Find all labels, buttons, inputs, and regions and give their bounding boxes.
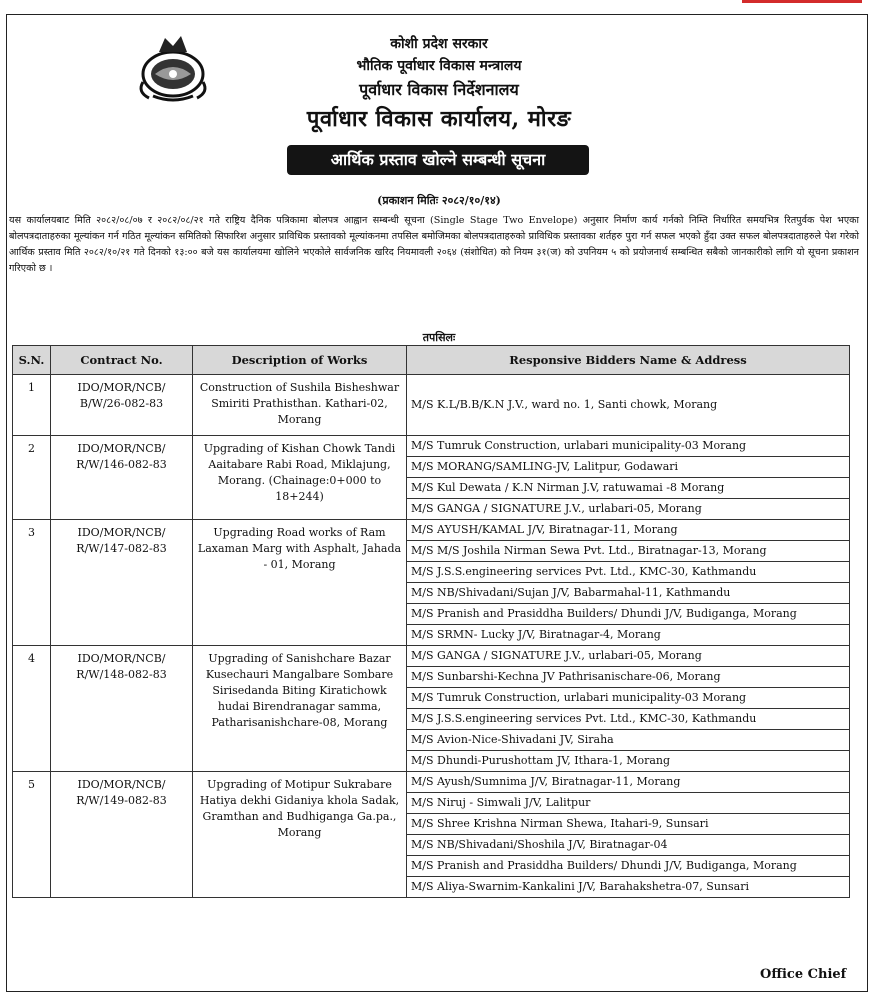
publication-date: (प्रकाशन मितिः २०८२/१०/१४) (377, 194, 501, 207)
bidder-cell: M/S M/S Joshila Nirman Sewa Pvt. Ltd., Biratnagar-13, Morang (407, 541, 850, 562)
table-row (13, 375, 850, 436)
bidder-cell: M/S Aliya-Swarnim-Kankalini J/V, Barahakshetra-07, Sunsari (407, 877, 850, 898)
bidder-cell: M/S K.L/B.B/K.N J.V., ward no. 1, Santi chowk, Morang (407, 375, 850, 436)
bidder-cell: M/S Kul Dewata / K.N Nirman J.V, ratuwamai -8 Morang (407, 478, 850, 499)
bidder-cell: M/S Sunbarshi-Kechna JV Pathrisanischare-06, Morang (407, 667, 850, 688)
govt-name: कोशी प्रदेश सरकार (390, 36, 488, 52)
bidder-cell: M/S NB/Shivadani/Sujan J/V, Babarmahal-11, Kathmandu (407, 583, 850, 604)
header-bidders: Responsive Bidders Name & Address (407, 346, 850, 375)
row-description: Upgrading Road works of Ram Laxaman Marg with Asphalt, Jahada - 01, Morang (193, 520, 407, 646)
row-description: Upgrading of Sanishchare Bazar Kusechauri Mangalbare Sombare Sirisedanda Biting Kiratichowk hudai Birendranagar samma, Patharisanishchare-08, Morang (193, 646, 407, 772)
bidder-cell: M/S Niruj - Simwali J/V, Lalitpur (407, 793, 850, 814)
table-row (13, 520, 850, 541)
header-description: Description of Works (193, 346, 407, 375)
bidder-cell: M/S J.S.S.engineering services Pvt. Ltd., KMC-30, Kathmandu (407, 562, 850, 583)
table-row (13, 772, 850, 793)
bidder-cell: M/S Dhundi-Purushottam JV, Ithara-1, Morang (407, 751, 850, 772)
office-chief-signature: Office Chief (760, 967, 847, 982)
row-contract-no: IDO/MOR/NCB/ R/W/146-082-83 (51, 436, 193, 520)
notice-title-banner: आर्थिक प्रस्ताव खोल्ने सम्बन्धी सूचना (287, 145, 589, 175)
bidder-cell: M/S GANGA / SIGNATURE J.V., urlabari-05, Morang (407, 646, 850, 667)
row-contract-no: IDO/MOR/NCB/ R/W/149-082-83 (51, 772, 193, 898)
office-name: पूर्वाधार विकास कार्यालय, मोरङ (306, 106, 572, 132)
row-sn: 1 (13, 375, 51, 436)
table-row (13, 646, 850, 667)
row-description: Upgrading of Kishan Chowk Tandi Aaitabare Rabi Road, Miklajung, Morang. (Chainage:0+000 to 18+244) (193, 436, 407, 520)
row-description: Construction of Sushila Bisheshwar Smiriti Prathisthan. Kathari-02, Morang (193, 375, 407, 436)
row-sn: 4 (13, 646, 51, 772)
row-description: Upgrading of Motipur Sukrabare Hatiya dekhi Gidaniya khola Sadak, Gramthan and Budhiganga Ga.pa., Morang (193, 772, 407, 898)
row-contract-no: IDO/MOR/NCB/ R/W/148-082-83 (51, 646, 193, 772)
table-row (13, 436, 850, 457)
bidder-cell: M/S GANGA / SIGNATURE J.V., urlabari-05, Morang (407, 499, 850, 520)
table-header-row (13, 346, 850, 375)
row-contract-no: IDO/MOR/NCB/ B/W/26-082-83 (51, 375, 193, 436)
header-contract-no: Contract No. (51, 346, 193, 375)
bidder-cell: M/S Avion-Nice-Shivadani JV, Siraha (407, 730, 850, 751)
bidder-cell: M/S Pranish and Prasiddha Builders/ Dhundi J/V, Budiganga, Morang (407, 604, 850, 625)
row-contract-no: IDO/MOR/NCB/ R/W/147-082-83 (51, 520, 193, 646)
ministry-name: भौतिक पूर्वाधार विकास मन्त्रालय (356, 58, 522, 74)
row-sn: 3 (13, 520, 51, 646)
bidder-cell: M/S SRMN- Lucky J/V, Biratnagar-4, Morang (407, 625, 850, 646)
bidder-cell: M/S Pranish and Prasiddha Builders/ Dhundi J/V, Budiganga, Morang (407, 856, 850, 877)
bidder-cell: M/S Ayush/Sumnima J/V, Biratnagar-11, Morang (407, 772, 850, 793)
row-sn: 2 (13, 436, 51, 520)
bidder-cell: M/S J.S.S.engineering services Pvt. Ltd., KMC-30, Kathmandu (407, 709, 850, 730)
bidder-cell: M/S NB/Shivadani/Shoshila J/V, Biratnagar-04 (407, 835, 850, 856)
bidders-table (12, 345, 850, 898)
bidder-cell: M/S AYUSH/KAMAL J/V, Biratnagar-11, Morang (407, 520, 850, 541)
directorate-name: पूर्वाधार विकास निर्देशनालय (359, 80, 519, 99)
bidder-cell: M/S Tumruk Construction, urlabari municipality-03 Morang (407, 436, 850, 457)
bidder-cell: M/S Tumruk Construction, urlabari municipality-03 Morang (407, 688, 850, 709)
tapasil-label: तपसिलः (422, 331, 456, 344)
header-sn: S.N. (13, 346, 51, 375)
row-sn: 5 (13, 772, 51, 898)
bidder-cell: M/S MORANG/SAMLING-JV, Lalitpur, Godawari (407, 457, 850, 478)
top-red-line (742, 0, 862, 3)
bidder-cell: M/S Shree Krishna Nirman Shewa, Itahari-9, Sunsari (407, 814, 850, 835)
intro-paragraph: यस कार्यालयबाट मिति २०८२/०८/०७ र २०८२/०८/२१ गते राष्ट्रिय दैनिक पत्रिकामा बोलपत्र आह्वान सम्बन्धी सूचना (Single Stage Two Envelope) अनुसार निर्माण कार्य गर्नको निम्ति निर्धारित समयभित्र रितपुर्वक पेश भएका बोलपत्रदाताहरुका मूल्यांकन गर्न गठित मूल्यांकन समितिको सिफारिश अनुसार प्राविधिक प्रस्तावको मूल्यांकनमा तपसिल बमोजिमका बोलपत्रदाताहरुको प्राविधिक प्रस्तावका शर्तहरु पुरा गर्न सफल भएको हुँदा उक्त सफल बोलपत्रदाताहरुले पेश गरेको आर्थिक प्रस्ताव मिति २०८२/१०/२१ गते दिनको १३:०० बजे यस कार्यालयमा खोलिने भएकोले सार्वजनिक खरिद नियमावली २०६४ (संशोधित) को नियम ३१(ज) को उपनियम ५ को प्रयोजनार्थ सम्बन्धित सबैको जानकारीको लागि यो सूचना प्रकाशन गरिएको छ । (9, 215, 859, 274)
